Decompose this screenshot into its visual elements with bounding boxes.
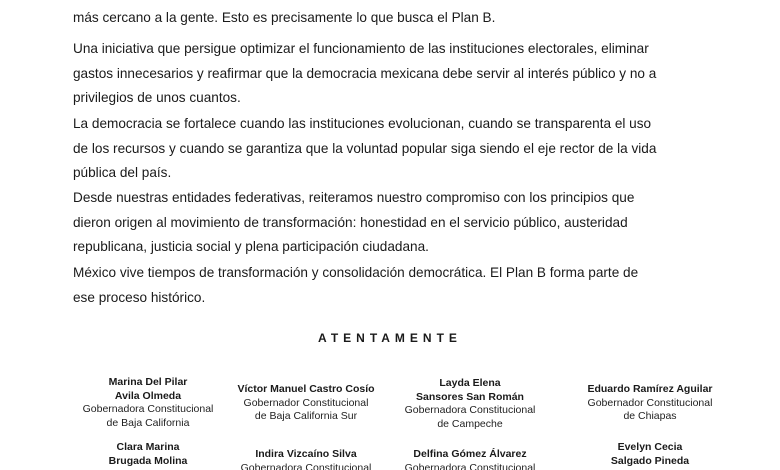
paragraph-1 — [73, 6, 713, 31]
signatory-7 — [380, 448, 560, 470]
paragraph-5 — [73, 261, 713, 310]
signatory-1 — [58, 376, 238, 430]
signatory-name — [380, 448, 560, 462]
paragraph-line: pública del país. — [73, 165, 172, 180]
paragraph-line: más cercano a la gente. Esto es precisamente lo que busca el Plan B. — [73, 10, 496, 25]
signatory-name-line: Avila Olmeda — [114, 389, 182, 402]
signatory-4 — [560, 383, 740, 424]
signatory-role — [216, 462, 396, 470]
signatory-name-line: Marina Del Pilar — [108, 376, 188, 388]
paragraph-3 — [73, 112, 713, 186]
paragraph-line: La democracia se fortalece cuando las instituciones evolucionan, cuando se transparenta el uso — [73, 116, 652, 131]
signatory-name — [216, 383, 396, 397]
signatory-role — [380, 462, 560, 470]
paragraph-line: gastos innecesarios y reafirmar que la democracia mexicana debe servir al interés público y no a — [73, 65, 657, 81]
signatory-role-line: de Baja California — [106, 416, 190, 429]
signatory-name-line: Salgado Pineda — [610, 454, 690, 467]
paragraph-line: privilegios de unos cuantos. — [73, 90, 241, 105]
paragraph-line: México vive tiempos de transformación y consolidación democrática. El Plan B forma parte de — [73, 265, 639, 280]
paragraph-line: de los recursos y cuando se garantiza que la voluntad popular siga siendo el eje rector de la vida — [73, 140, 657, 156]
signatory-role-line: Gobernador Constitucional — [243, 396, 369, 409]
signatory-name — [58, 376, 238, 403]
signatory-3 — [380, 377, 560, 431]
signatory-role-line: de Baja California Sur — [254, 410, 358, 422]
signatory-name — [380, 377, 560, 404]
signatory-name-line: Evelyn Cecia — [617, 441, 683, 453]
paragraph-2 — [73, 37, 713, 111]
signatory-name-line: Delfina Gómez Álvarez — [413, 448, 527, 460]
signatory-role-line: Gobernadora Constitucional — [404, 404, 536, 416]
signatory-name-line: Brugada Molina — [108, 454, 188, 467]
signatory-role — [216, 397, 396, 424]
signatory-role-line: Gobernadora Constitucional — [404, 461, 536, 470]
paragraph-line: ese proceso histórico. — [73, 289, 206, 305]
signatory-name-line: Sansores San Román — [416, 390, 524, 403]
signatory-8 — [560, 441, 740, 468]
paragraph-line: Desde nuestras entidades federativas, reiteramos nuestro compromiso con los principios que — [73, 190, 635, 205]
paragraph-line: republicana, justicia social y plena participación ciudadana. — [73, 239, 429, 254]
signatory-name — [560, 441, 740, 468]
signatory-name — [58, 441, 238, 468]
signatory-name — [560, 383, 740, 397]
signatory-name-line: Indira Vizcaíno Silva — [255, 448, 357, 460]
signatory-6 — [216, 448, 396, 470]
paragraph-line: dieron origen al movimiento de transformación: honestidad en el servicio público, austeridad — [73, 214, 628, 230]
signatory-role — [560, 397, 740, 424]
signatory-name-line: Víctor Manuel Castro Cosío — [237, 383, 375, 395]
signatory-role — [380, 404, 560, 431]
signatory-name-line: Layda Elena — [439, 377, 501, 389]
signatory-name-line: Eduardo Ramírez Aguilar — [587, 383, 713, 395]
closing-atentamente: ATENTAMENTE — [318, 331, 462, 345]
signatory-role-line: Gobernadora Constitucional — [82, 403, 214, 415]
signatory-role-line: Gobernador Constitucional — [587, 396, 713, 409]
signatory-5 — [58, 441, 238, 468]
paragraph-line: Una iniciativa que persigue optimizar el funcionamiento de las instituciones electorales, eliminar — [73, 41, 649, 56]
signatory-name-line: Clara Marina — [116, 441, 180, 453]
signatory-name — [216, 448, 396, 462]
signatory-2 — [216, 383, 396, 424]
paragraph-4 — [73, 186, 713, 260]
signatory-role-line: de Chiapas — [623, 410, 677, 422]
signatory-role — [58, 403, 238, 430]
signatory-role-line: de Campeche — [437, 417, 503, 430]
signatory-role-line: Gobernadora Constitucional — [240, 461, 372, 470]
